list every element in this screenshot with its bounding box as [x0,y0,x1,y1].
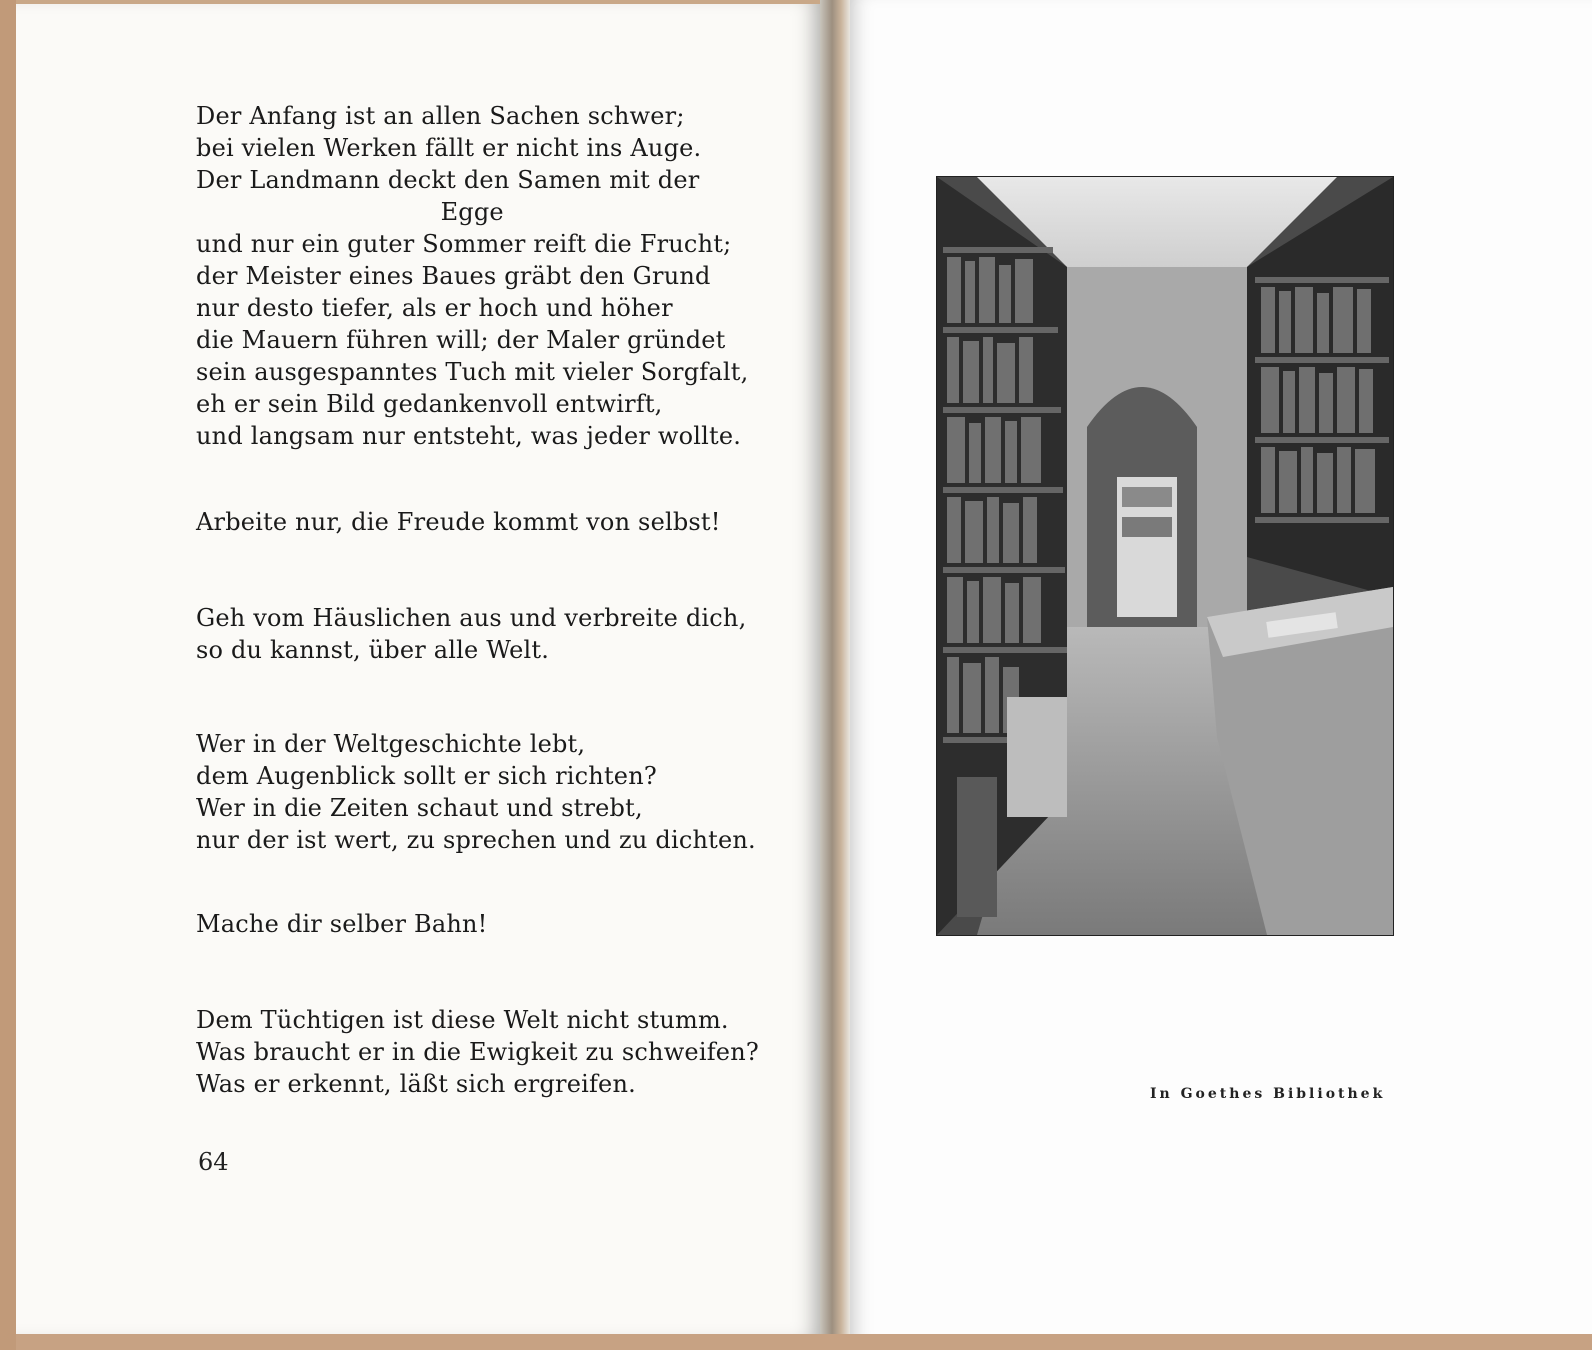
library-photo-illustration [937,177,1393,935]
stanza-1 [196,100,748,452]
stanza-6 [196,1004,759,1100]
stanza-4 [196,728,756,856]
poem-line: nur desto tiefer, als er hoch und höher [196,294,673,322]
poem-line: Geh vom Häuslichen aus und verbreite dich, [196,604,747,632]
poem-line: nur der ist wert, zu sprechen und zu dichten. [196,826,756,854]
poem-line: der Meister eines Baues gräbt den Grund [196,262,711,290]
stanza-2 [196,506,721,538]
poem-line: bei vielen Werken fällt er nicht ins Auge. [196,134,702,162]
poem-line: Wer in die Zeiten schaut und strebt, [196,794,643,822]
page-number: 64 [198,1148,229,1176]
poem-line: und nur ein guter Sommer reift die Frucht; [196,230,732,258]
stanza-3 [196,602,746,666]
library-photo [936,176,1394,936]
poem-line: so du kannst, über alle Welt. [196,636,550,664]
book-gutter [820,0,850,1350]
poem-line: Wer in der Weltgeschichte lebt, [196,730,586,758]
poem-line: Arbeite nur, die Freude kommt von selbst! [196,508,721,536]
poem-line: die Mauern führen will; der Maler gründet [196,326,726,354]
poem-line: Der Landmann deckt den Samen mit der [196,166,700,194]
photo-caption: In Goethes Bibliothek [1150,1086,1386,1102]
page-edge-left [0,0,16,1350]
poem-line: Was er erkennt, läßt sich ergreifen. [196,1070,636,1098]
page-edge-bottom [16,1334,1592,1350]
poem-line: eh er sein Bild gedankenvoll entwirft, [196,390,663,418]
poem-line: dem Augenblick sollt er sich richten? [196,762,657,790]
poem-line: Egge [440,198,504,226]
poem-line: sein ausgespanntes Tuch mit vieler Sorgfalt, [196,358,749,386]
stanza-5 [196,908,488,940]
poem-line: Der Anfang ist an allen Sachen schwer; [196,102,685,130]
poem-line: Dem Tüchtigen ist diese Welt nicht stumm. [196,1006,729,1034]
poem-line: und langsam nur entsteht, was jeder wollte. [196,422,742,450]
poem-line: Was braucht er in die Ewigkeit zu schweifen? [196,1038,759,1066]
poem-line: Mache dir selber Bahn! [196,910,488,938]
